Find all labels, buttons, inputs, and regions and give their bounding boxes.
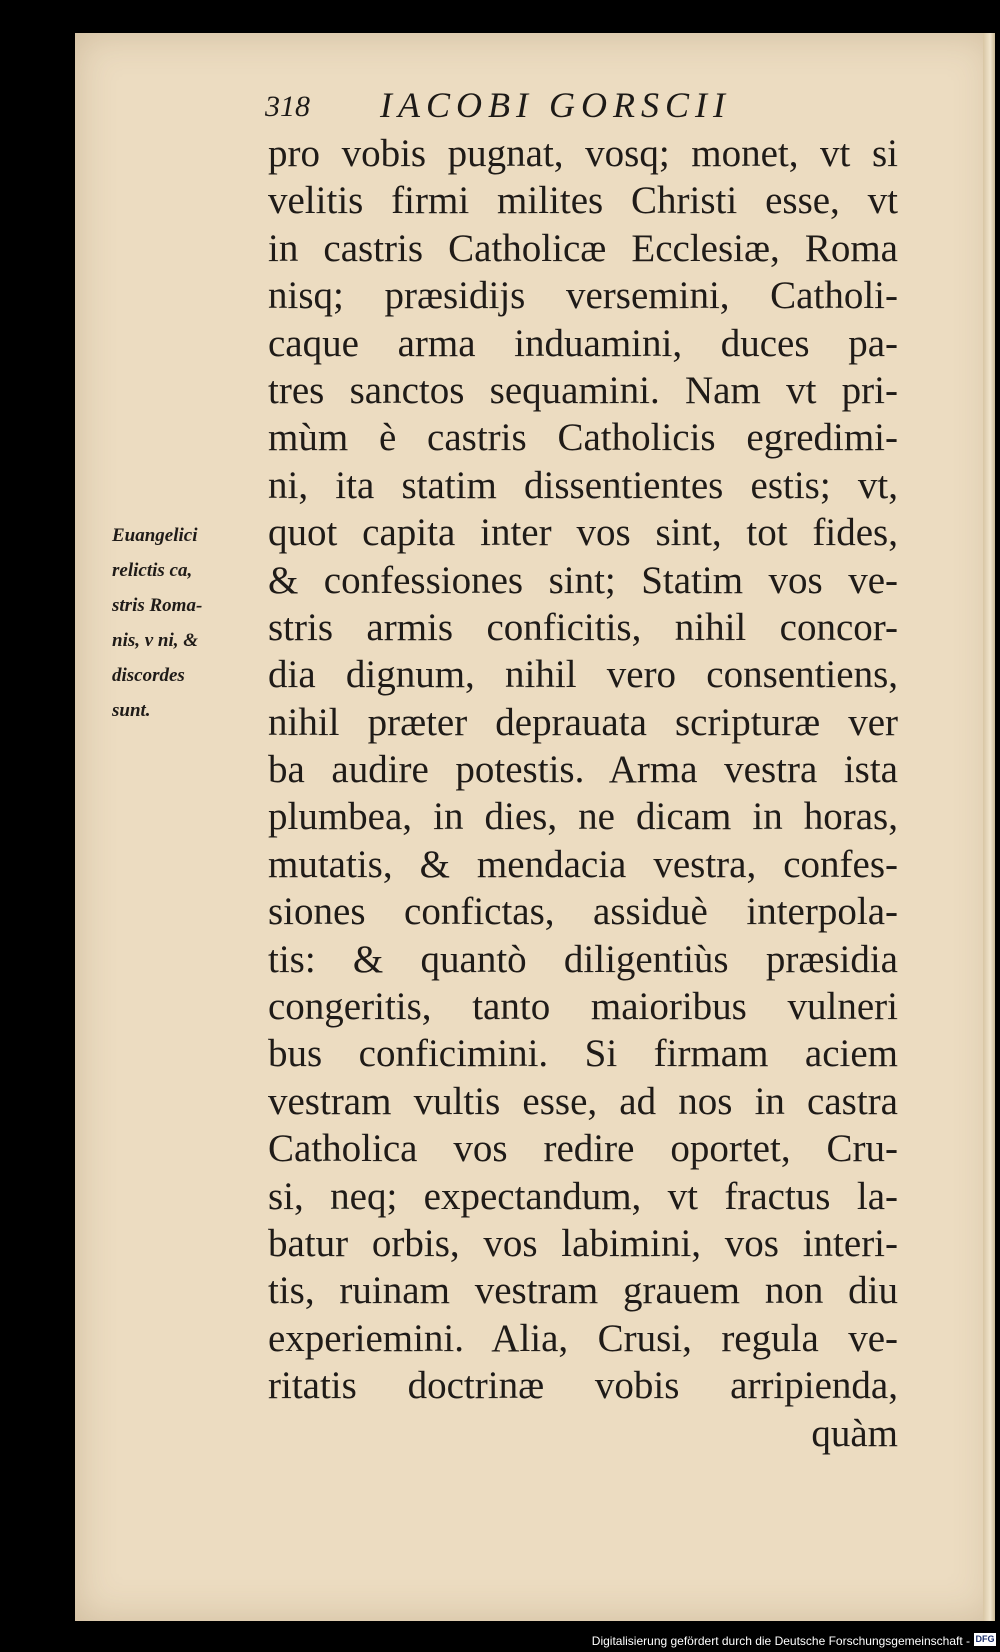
- text-line: plumbea, in dies, ne dicam in horas,: [268, 795, 898, 839]
- text-line: tis, ruinam vestram grauem non diu: [268, 1269, 898, 1313]
- text-line: tis: & quantò diligentiùs præsidia: [268, 937, 898, 981]
- running-title: IACOBI GORSCII: [380, 85, 731, 125]
- page-edge: [983, 33, 995, 1621]
- text-line: batur orbis, vos labimini, vos interi-: [268, 1221, 898, 1265]
- body-text: [268, 130, 898, 1457]
- text-line: pro vobis pugnat, vosq; monet, vt si: [268, 132, 898, 175]
- margin-note-line: sunt.: [112, 700, 151, 721]
- text-line: stris armis conficitis, nihil concor-: [268, 605, 898, 649]
- margin-note-line: stris Roma-: [112, 595, 203, 616]
- text-line: ni, ita statim dissentientes estis; vt,: [268, 463, 898, 507]
- text-line: dia dignum, nihil vero consentiens,: [268, 653, 898, 697]
- text-line: vestram vultis esse, ad nos in castra: [268, 1079, 898, 1123]
- dfg-logo: DFG: [975, 1634, 995, 1644]
- text-line: siones confictas, assiduè interpola-: [268, 890, 898, 934]
- text-line: nihil præter deprauata scripturæ ver: [268, 700, 898, 744]
- text-line: in castris Catholicæ Ecclesiæ, Roma: [268, 226, 898, 270]
- text-line: tres sanctos sequamini. Nam vt pri-: [268, 368, 898, 412]
- text-line: si, neq; expectandum, vt fractus la-: [268, 1174, 898, 1218]
- text-line: ritatis doctrinæ vobis arripienda,: [268, 1364, 898, 1408]
- text-line: Catholica vos redire oportet, Cru-: [268, 1127, 898, 1171]
- page-number: 318: [265, 90, 310, 123]
- text-line: & confessiones sint; Statim vos ve-: [268, 558, 898, 602]
- text-line: ba audire potestis. Arma vestra ista: [268, 748, 898, 792]
- text-line: quot capita inter vos sint, tot fides,: [268, 511, 898, 555]
- text-line: mùm è castris Catholicis egredimi-: [268, 416, 898, 460]
- margin-note-line: nis, v ni, &: [112, 630, 199, 651]
- margin-note-line: relictis ca,: [112, 560, 193, 581]
- text-line: mutatis, & mendacia vestra, confes-: [268, 842, 898, 886]
- text-line: caque arma induamini, duces pa-: [268, 321, 898, 365]
- text-line: velitis firmi milites Christi esse, vt: [268, 179, 898, 223]
- catchword: quàm: [811, 1411, 898, 1455]
- page-header: [265, 84, 865, 134]
- digitization-credit: Digitalisierung gefördert durch die Deutsche Forschungsgemeinschaft -: [591, 1634, 970, 1648]
- margin-note-line: discordes: [112, 665, 185, 686]
- margin-note-line: Euangelici: [112, 525, 198, 546]
- text-line: nisq; præsidijs versemini, Catholi-: [268, 274, 898, 318]
- text-line: bus conficimini. Si firmam aciem: [268, 1032, 898, 1076]
- text-line: experiemini. Alia, Crusi, regula ve-: [268, 1316, 898, 1360]
- text-line: congeritis, tanto maioribus vulneri: [268, 985, 898, 1029]
- margin-note: [112, 518, 262, 728]
